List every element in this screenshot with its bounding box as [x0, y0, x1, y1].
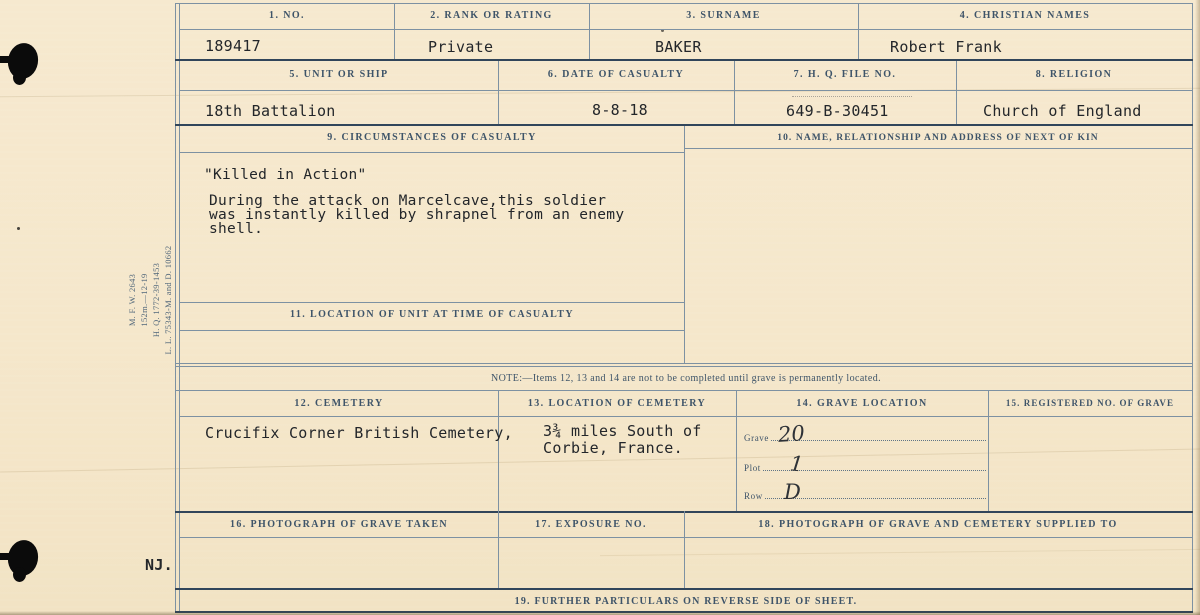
stamp-line: M. F. W. 2643	[127, 273, 137, 327]
rule	[180, 302, 684, 303]
value-christian-names: Robert Frank	[890, 38, 1002, 56]
grave-row-label: Row	[744, 491, 763, 501]
value-date-of-casualty: 8-8-18	[592, 101, 648, 119]
field-label-cemetery-location: 13. LOCATION OF CEMETERY	[527, 398, 707, 409]
field-label-photo-taken: 16. PHOTOGRAPH OF GRAVE TAKEN	[229, 519, 449, 530]
paper-edge-shadow	[1195, 0, 1200, 615]
value-circumstances-quote: "Killed in Action"	[204, 167, 367, 183]
grave-row-label: Plot	[744, 463, 761, 473]
hole-punch-bottom-tail	[13, 567, 26, 582]
field-label-registered-no: 15. REGISTERED NO. OF GRAVE	[1005, 398, 1175, 408]
rule	[175, 588, 1193, 590]
rule	[175, 366, 1193, 367]
grave-row	[744, 421, 986, 448]
stamp-line: 152m.—12-19	[139, 273, 149, 327]
value-hq-file-no: 649-B-30451	[786, 102, 889, 120]
field-label-photo-supplied: 18. PHOTOGRAPH OF GRAVE AND CEMETERY SUPPLIED TO	[758, 519, 1118, 530]
rule	[180, 90, 1192, 91]
circumstances-line: During the attack on Marcelcave,this soldier	[209, 193, 607, 209]
field-label-next-of-kin: 10. NAME, RELATIONSHIP AND ADDRESS OF NEXT OF KIN	[777, 133, 1099, 143]
hole-punch-top-tail	[13, 70, 26, 85]
value-cemetery-location	[543, 423, 702, 457]
value-no: 189417	[205, 37, 261, 55]
note-items-12-13-14: NOTE:—Items 12, 13 and 14 are not to be completed until grave is permanently located.	[490, 373, 881, 384]
field-label-christian-names: 4. CHRISTIAN NAMES	[959, 10, 1091, 21]
paper-crease	[600, 549, 1200, 556]
rule	[988, 390, 989, 511]
ink-speck	[17, 227, 20, 230]
rule	[684, 148, 1192, 149]
rule	[180, 416, 1192, 417]
field-label-religion: 8. RELIGION	[1035, 69, 1113, 80]
rule	[1192, 3, 1193, 612]
field-label-grave-location: 14. GRAVE LOCATION	[796, 398, 928, 409]
paper-edge-shadow	[0, 611, 1200, 615]
rule	[684, 126, 685, 363]
rule	[180, 29, 1192, 30]
field-label-exposure-no: 17. EXPOSURE NO.	[535, 519, 647, 530]
grave-row	[744, 451, 986, 478]
grave-row-value-handwritten: D	[784, 480, 801, 504]
stamp-line: H. Q. 1772-39-1453	[151, 262, 161, 338]
grave-row-label: Grave	[744, 433, 769, 443]
hole-punch-bottom-line	[0, 553, 16, 560]
circumstances-line: was instantly killed by shrapnel from an enemy	[209, 207, 625, 223]
rule	[175, 59, 1193, 61]
value-circumstances-detail	[209, 194, 624, 236]
value-unit: 18th Battalion	[205, 102, 336, 120]
field-label-rank: 2. RANK OR RATING	[430, 10, 553, 21]
stamp-line: L. L. 75343-M. and D. 10662	[163, 245, 173, 355]
rule	[180, 330, 684, 331]
rule	[175, 3, 176, 612]
cemetery-location-line: 3¾ miles South of	[543, 422, 702, 440]
margin-annotation: NJ.	[145, 556, 173, 574]
rule	[175, 390, 1193, 391]
field-label-hq-file-no: 7. H. Q. FILE NO.	[793, 69, 897, 80]
field-label-date-of-casualty: 6. DATE OF CASUALTY	[547, 69, 685, 80]
field-label-circumstances: 9. CIRCUMSTANCES OF CASUALTY	[327, 132, 537, 143]
value-rank: Private	[428, 38, 494, 56]
value-religion: Church of England	[983, 102, 1142, 120]
rule	[175, 363, 1193, 364]
field-label-unit-location: 11. LOCATION OF UNIT AT TIME OF CASUALTY	[289, 309, 574, 320]
rule	[175, 3, 1193, 4]
margin-print-stamp	[126, 235, 178, 365]
field-label-cemetery: 12. CEMETERY	[294, 398, 384, 409]
value-cemetery: Crucifix Corner British Cemetery,	[205, 424, 513, 442]
cemetery-location-line: Corbie, France.	[543, 439, 683, 457]
rule	[180, 537, 1192, 538]
field-label-no: 1. NO.	[269, 10, 305, 21]
field-label-unit: 5. UNIT OR SHIP	[289, 69, 389, 80]
rule	[180, 152, 684, 153]
grave-row-value-handwritten: 1	[788, 451, 805, 477]
value-surname: BAKER	[655, 38, 702, 56]
grave-row	[744, 480, 986, 506]
pencil-marks	[792, 96, 912, 97]
field-label-surname: 3. SURNAME	[686, 10, 761, 21]
grave-row-value-handwritten: 20	[777, 421, 806, 447]
footer-further-particulars: 19. FURTHER PARTICULARS ON REVERSE SIDE OF SHEET.	[514, 596, 858, 607]
circumstances-line: shell.	[209, 221, 264, 237]
hole-punch-top-line	[0, 56, 16, 63]
